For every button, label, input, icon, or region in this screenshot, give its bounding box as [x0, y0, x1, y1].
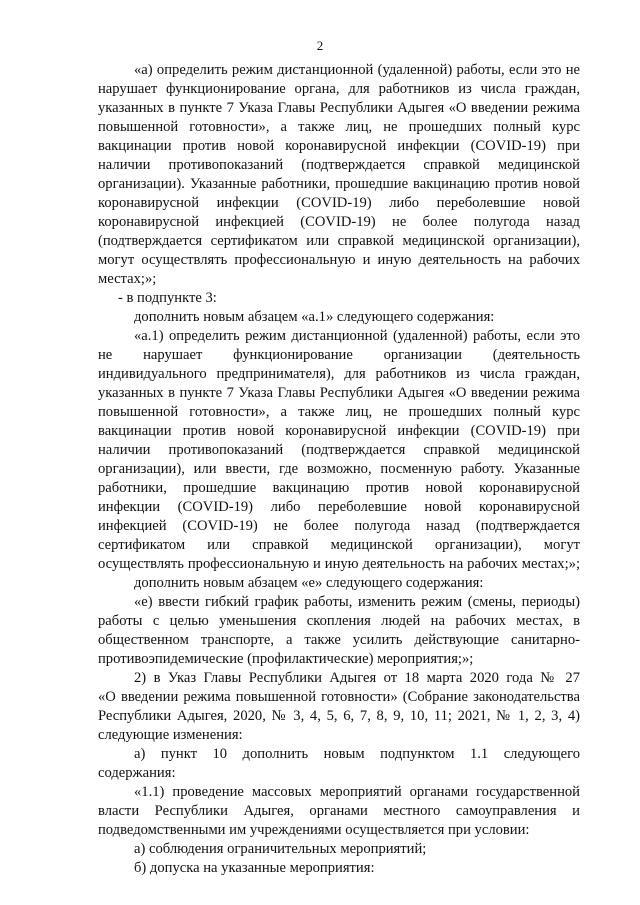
text-line: подведомственными им учреждениями осуществляется при условии: — [98, 822, 530, 838]
text-line: указанных в пункте 7 Указа Главы Республики Адыгея «О введении режима — [98, 100, 580, 116]
text-line: власти Республики Адыгея, органами местного самоуправления и — [98, 803, 580, 819]
text-line: а) соблюдения ограничительных мероприятий; — [134, 841, 427, 857]
text-line: дополнить новым абзацем «а.1» следующего содержания: — [134, 309, 495, 325]
text-line: наличии противопоказаний (подтверждается справкой медицинской — [98, 157, 580, 173]
text-line: б) допуска на указанные мероприятия: — [134, 860, 375, 876]
text-line: наличии противопоказаний (подтверждается справкой медицинской — [98, 442, 580, 458]
text-line: не нарушает функционирование организации (деятельность — [98, 347, 580, 363]
text-line: дополнить новым абзацем «е» следующего содержания: — [134, 575, 484, 591]
text-line: коронавирусной инфекции (COVID-19) либо переболевшие новой — [98, 195, 580, 211]
text-line: коронавирусной инфекцией (COVID-19) не более полугода назад — [98, 214, 580, 230]
text-line: организации). Указанные работники, прошедшие вакцинацию против новой — [98, 176, 580, 192]
text-line: «е) ввести гибкий график работы, изменить режим (смены, периоды) — [134, 594, 580, 610]
text-line: работники, прошедшие вакцинацию против новой коронавирусной — [98, 480, 580, 496]
text-line: работы с целью уменьшения скопления людей на рабочих местах, в — [98, 613, 580, 629]
text-line: вакцинации против новой коронавирусной инфекции (COVID-19) при — [98, 138, 580, 154]
text-line: организации), или ввести, где возможно, посменную работу. Указанные — [98, 461, 580, 477]
page-number: 2 — [316, 38, 324, 53]
text-line: содержания: — [98, 765, 176, 781]
text-line: а) пункт 10 дополнить новым подпунктом 1.1 следующего — [134, 746, 580, 762]
text-line: «О введении режима повышенной готовности» (Собрание законодательства — [98, 689, 580, 705]
text-line: Республики Адыгея, 2020, № 3, 4, 5, 6, 7, 8, 9, 10, 11; 2021, № 1, 2, 3, 4) — [98, 708, 580, 724]
text-line: 2) в Указ Главы Республики Адыгея от 18 марта 2020 года № 27 — [134, 670, 580, 686]
text-line: повышенной готовности», а также лиц, не прошедших полный курс — [98, 404, 580, 420]
text-line: осуществлять профессиональную и иную деятельность на рабочих местах;»; — [98, 556, 580, 572]
text-line: индивидуального предпринимателя), для работников из числа граждан, — [98, 366, 580, 382]
text-line: инфекции (COVID-19) либо переболевшие новой коронавирусной — [98, 499, 580, 515]
text-line: сертификатом или справкой медицинской организации), могут — [98, 537, 580, 553]
text-line: (подтверждается сертификатом или справкой медицинской организации), — [98, 233, 580, 249]
text-line: указанных в пункте 7 Указа Главы Республики Адыгея «О введении режима — [98, 385, 580, 401]
text-line: - в подпункте 3: — [118, 290, 217, 306]
text-line: вакцинации против новой коронавирусной инфекции (COVID-19) при — [98, 423, 580, 439]
text-line: общественном транспорте, а также усилить действующие санитарно- — [98, 632, 580, 648]
text-line: «1.1) проведение массовых мероприятий органами государственной — [134, 784, 580, 800]
text-line: повышенной готовности», а также лиц, не прошедших полный курс — [98, 119, 580, 135]
text-line: следующие изменения: — [98, 727, 243, 743]
text-line: противоэпидемические (профилактические) мероприятия;»; — [98, 651, 474, 667]
text-line: могут осуществлять профессиональную и иную деятельность на рабочих — [98, 252, 580, 268]
text-line: инфекцией (COVID-19) не более полугода назад (подтверждается — [98, 518, 580, 534]
text-line: местах;»; — [98, 271, 157, 287]
text-line: нарушает функционирование органа, для работников из числа граждан, — [98, 81, 580, 97]
text-line: «а.1) определить режим дистанционной (удаленной) работы, если это — [134, 328, 580, 344]
text-line: «а) определить режим дистанционной (удаленной) работы, если это не — [134, 62, 580, 78]
